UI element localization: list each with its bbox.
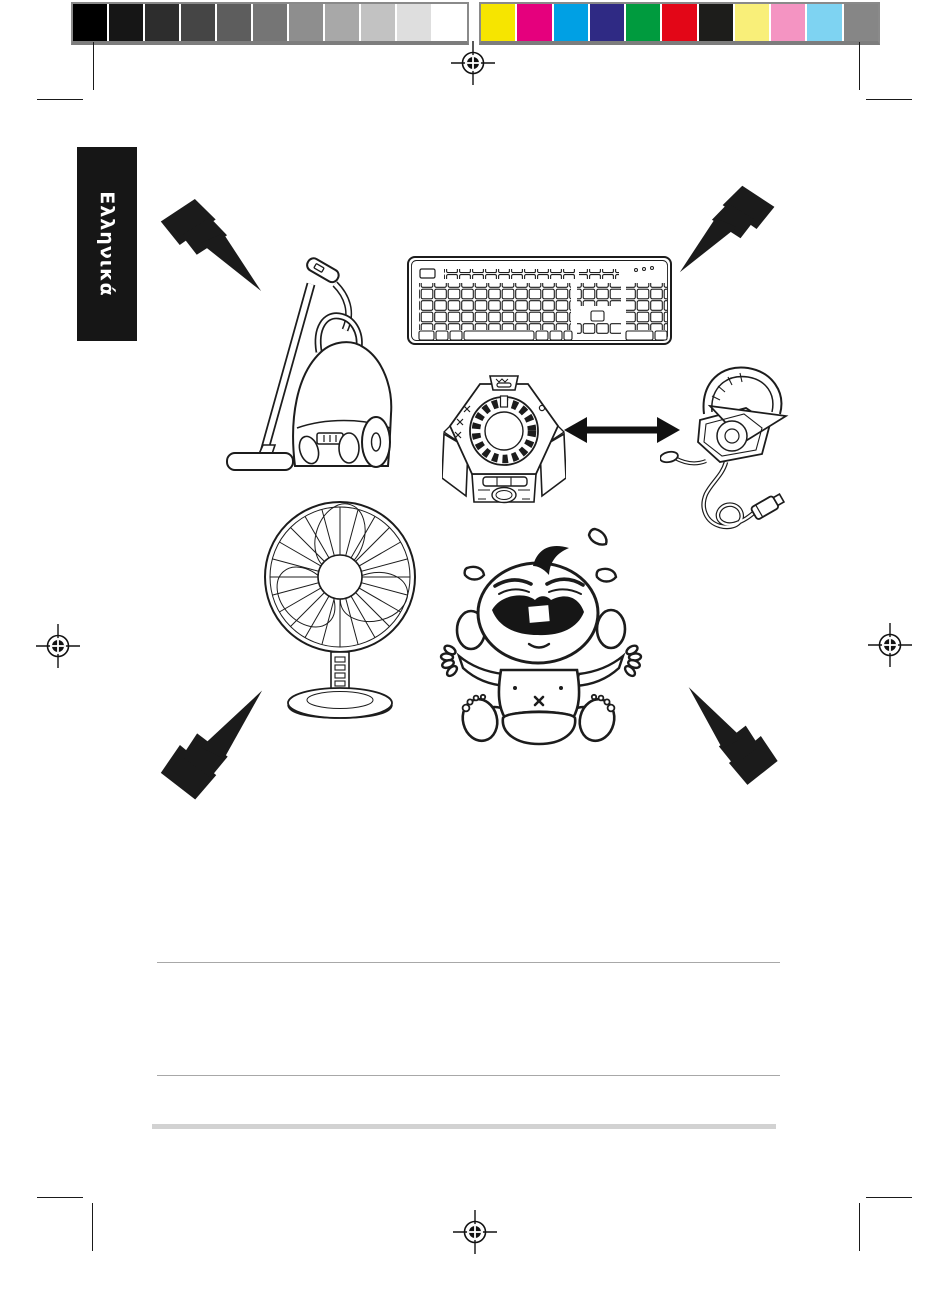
color-swatch <box>433 4 467 41</box>
crop-mark <box>37 99 83 100</box>
lightning-bolt-icon <box>157 687 264 803</box>
language-tab <box>77 147 137 341</box>
lightning-bolt-icon <box>678 183 778 275</box>
color-swatch <box>73 4 107 41</box>
color-swatch <box>699 4 733 41</box>
color-swatch <box>325 4 359 41</box>
crop-mark <box>93 42 94 90</box>
registration-mark-icon <box>453 1210 497 1254</box>
crop-mark <box>92 1203 93 1251</box>
calibration-bar-grayscale <box>71 2 469 45</box>
gaming-headset-illustration <box>660 362 792 537</box>
audio-station-illustration <box>442 374 566 504</box>
color-swatch <box>217 4 251 41</box>
crying-baby-illustration <box>437 522 649 758</box>
registration-mark-icon <box>451 41 495 85</box>
crop-mark <box>866 1197 912 1198</box>
registration-mark-icon <box>36 624 80 668</box>
keyboard-illustration <box>407 254 673 348</box>
color-swatch <box>361 4 395 41</box>
language-tab-label: Ελληνικά <box>96 191 118 297</box>
color-swatch <box>735 4 769 41</box>
color-swatch <box>109 4 143 41</box>
color-swatch <box>844 4 878 41</box>
desk-fan-illustration <box>262 499 418 719</box>
crop-mark <box>859 1203 860 1251</box>
color-swatch <box>397 4 431 41</box>
color-swatch <box>626 4 660 41</box>
color-swatch <box>807 4 841 41</box>
color-swatch <box>662 4 696 41</box>
crop-mark <box>859 42 860 90</box>
color-swatch <box>481 4 515 41</box>
calibration-bar-colors <box>479 2 880 45</box>
crop-mark <box>37 1197 83 1198</box>
color-swatch <box>145 4 179 41</box>
color-swatch <box>517 4 551 41</box>
color-swatch <box>289 4 323 41</box>
color-swatch <box>253 4 287 41</box>
color-swatch <box>771 4 805 41</box>
registration-mark-icon <box>868 623 912 667</box>
divider-line <box>157 1075 780 1076</box>
color-swatch <box>554 4 588 41</box>
color-swatch <box>181 4 215 41</box>
crop-mark <box>866 99 912 100</box>
vacuum-cleaner-illustration <box>223 256 399 476</box>
divider-line <box>157 962 780 963</box>
color-swatch <box>590 4 624 41</box>
divider-bar <box>152 1124 776 1129</box>
lightning-bolt-icon <box>687 684 781 788</box>
